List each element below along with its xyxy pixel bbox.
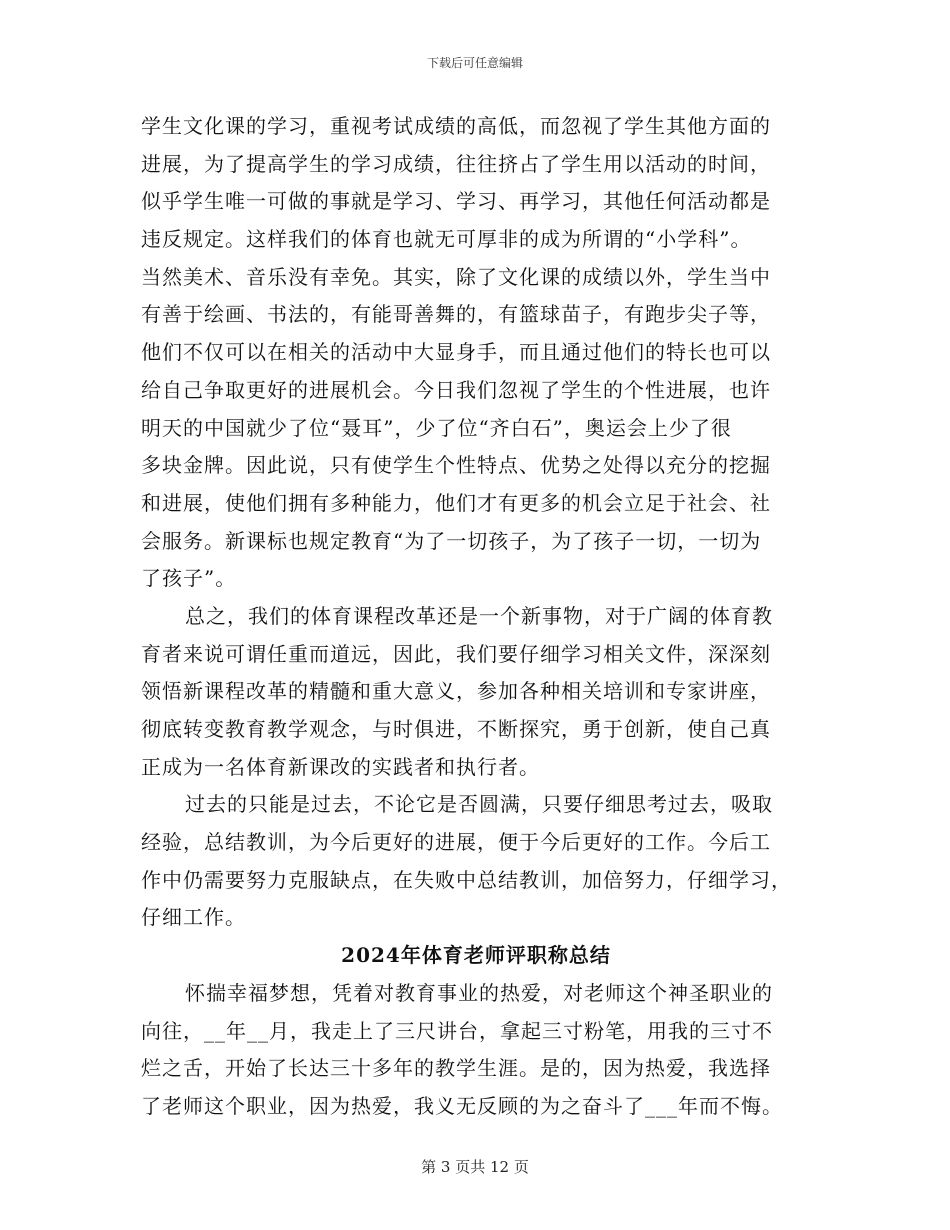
text-line: 了孩子”。 xyxy=(141,566,237,591)
text-line: 了老师这个职业，因为热爱，我义无反顾的为之奋斗了___年而不悔。 xyxy=(141,1093,783,1118)
page-footer: 第 3 页共 12 页 xyxy=(421,1158,529,1176)
text-line: 领悟新课程改革的精髓和重大意义，参加各种相关培训和专家讲座， xyxy=(141,679,771,704)
section-title: 2024年体育老师评职称总结 xyxy=(341,943,611,968)
text-line: 似乎学生唯一可做的事就是学习、学习、再学习，其他任何活动都是 xyxy=(141,189,771,214)
text-line: 会服务。新课标也规定教育“为了一切孩子，为了孩子一切，一切为 xyxy=(141,528,762,553)
text-line: 学生文化课的学习，重视考试成绩的高低，而忽视了学生其他方面的 xyxy=(141,114,771,138)
text-line: 他们不仅可以在相关的活动中大显身手，而且通过他们的特长也可以 xyxy=(141,340,771,365)
text-line: 明天的中国就少了位“聂耳”，少了位“齐白石”，奥运会上少了很 xyxy=(141,415,732,440)
document-body xyxy=(141,108,811,1126)
text-line: 作中仍需要努力克服缺点，在失败中总结教训，加倍努力，仔细学习， xyxy=(141,867,792,892)
text-line: 违反规定。这样我们的体育也就无可厚非的成为所谓的“小学科”。 xyxy=(141,227,752,252)
text-line: 总之，我们的体育课程改革还是一个新事物，对于广阔的体育教 xyxy=(185,603,773,628)
text-line: 育者来说可谓任重而道远，因此，我们要仔细学习相关文件，深深刻 xyxy=(141,641,771,666)
text-line: 进展，为了提高学生的学习成绩，往往挤占了学生用以活动的时间， xyxy=(141,151,771,176)
text-line: 向往，__年__月，我走上了三尺讲台，拿起三寸粉笔，用我的三寸不 xyxy=(141,1018,773,1043)
text-line: 仔细工作。 xyxy=(141,905,246,930)
text-line: 彻底转变教育教学观念，与时俱进，不断探究，勇于创新，使自己真 xyxy=(141,717,771,741)
text-line: 给自己争取更好的进展机会。今日我们忽视了学生的个性进展，也许 xyxy=(141,377,771,402)
text-line: 有善于绘画、书法的，有能哥善舞的，有篮球苗子，有跑步尖子等， xyxy=(141,302,771,327)
page-header: 下载后可任意编辑 xyxy=(426,56,523,70)
text-line: 和进展，使他们拥有多种能力，他们才有更多的机会立足于社会、社 xyxy=(141,490,771,515)
text-line: 当然美术、音乐没有幸免。其实，除了文化课的成绩以外，学生当中 xyxy=(141,264,771,289)
text-line: 多块金牌。因此说，只有使学生个性特点、优势之处得以充分的挖掘 xyxy=(141,453,771,478)
text-line: 经验，总结教训，为今后更好的进展，便于今后更好的工作。今后工 xyxy=(141,830,771,855)
text-line: 烂之舌，开始了长达三十多年的教学生涯。是的，因为热爱，我选择 xyxy=(141,1056,771,1081)
text-line: 过去的只能是过去，不论它是否圆满，只要仔细思考过去，吸取 xyxy=(185,792,773,817)
text-line: 怀揣幸福梦想，凭着对教育事业的热爱，对老师这个神圣职业的 xyxy=(185,980,773,1005)
text-line: 正成为一名体育新课改的实践者和执行者。 xyxy=(141,754,540,779)
